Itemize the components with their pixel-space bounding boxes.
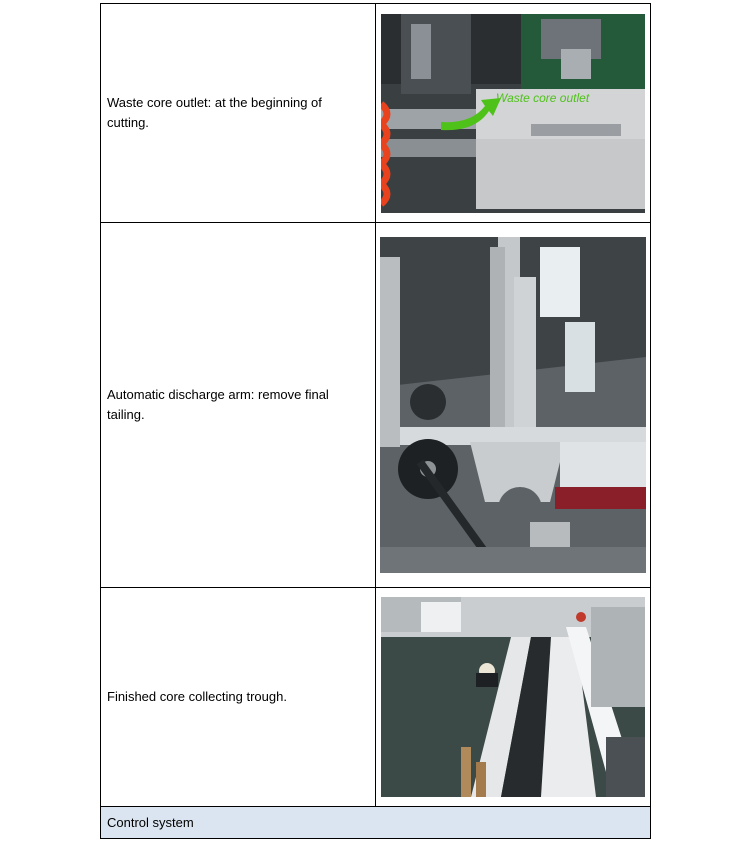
section-header-row	[101, 807, 651, 839]
photo-annotation: Waste core outlet	[496, 90, 590, 105]
table-row	[101, 223, 651, 588]
discharge-arm-photo	[380, 237, 646, 573]
waste-core-outlet-photo	[381, 14, 645, 213]
row-label-waste-core: Waste core outlet: at the beginning of cutting.	[107, 95, 322, 130]
row-description	[101, 223, 376, 588]
row-photo-cell	[376, 223, 651, 588]
table-row	[101, 4, 651, 223]
row-photo-cell	[376, 588, 651, 807]
table-row	[101, 588, 651, 807]
collecting-trough-photo	[381, 597, 645, 797]
row-label-discharge-arm: Automatic discharge arm: remove final tailing.	[107, 387, 329, 422]
section-header-control-system: Control system	[101, 807, 651, 839]
spec-table	[100, 3, 651, 839]
row-photo-cell	[376, 4, 651, 223]
row-description	[101, 588, 376, 807]
row-description	[101, 4, 376, 223]
row-label-collecting-trough: Finished core collecting trough.	[107, 689, 287, 704]
